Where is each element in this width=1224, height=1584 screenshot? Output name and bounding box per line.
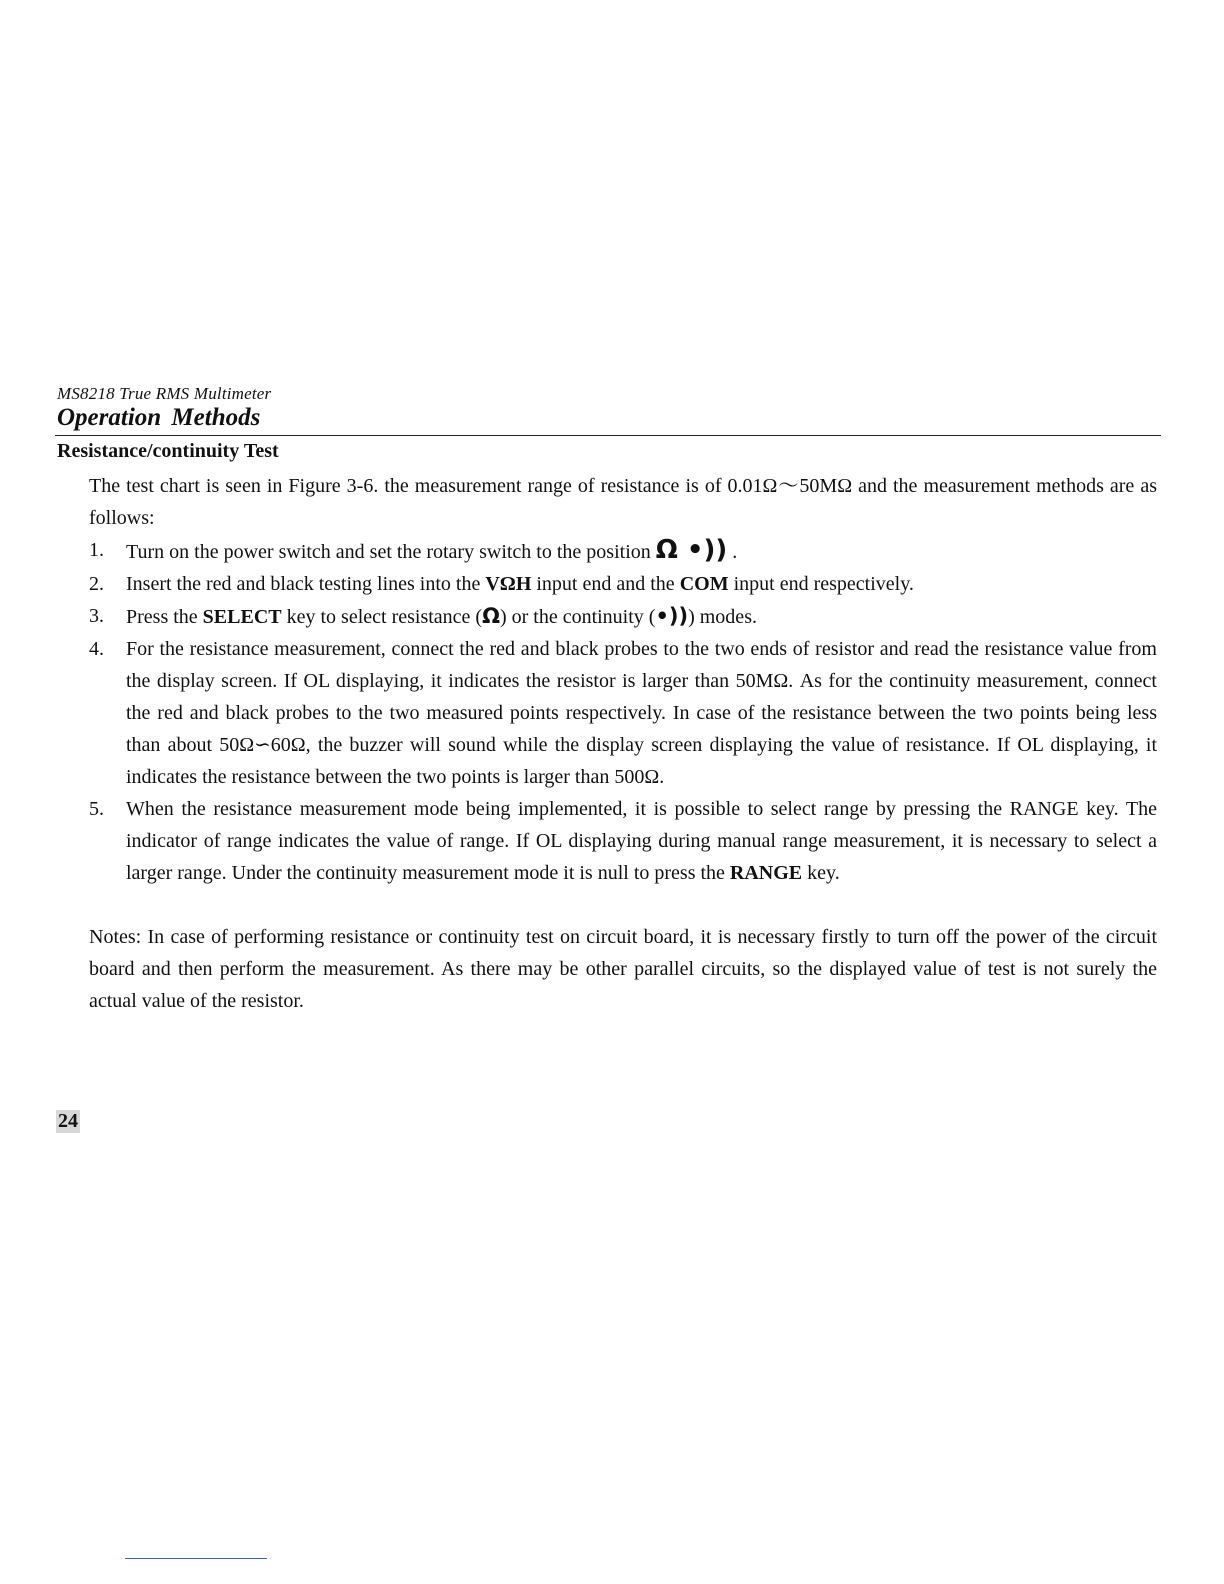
terminal-label-com: COM xyxy=(679,573,729,595)
continuity-icon: •)) xyxy=(655,604,689,628)
step-number: 1. xyxy=(89,539,104,561)
intro-paragraph: The test chart is seen in Figure 3-6. the measurement range of resistance is of 0.01Ω～50MΩ and the measurement methods are as follows: xyxy=(89,475,1157,529)
step-text: key. xyxy=(802,862,840,884)
manual-title: MS8218 True RMS Multimeter xyxy=(57,384,272,403)
key-label-select: SELECT xyxy=(202,606,282,628)
section-title: Operation Methods xyxy=(57,404,261,431)
list-item-step-2 xyxy=(89,568,1157,600)
step-number: 4. xyxy=(89,638,104,660)
step-text: ) or the continuity ( xyxy=(499,606,656,628)
header-rule xyxy=(55,435,1161,436)
step-text: input end and the xyxy=(531,573,680,595)
step-text: . xyxy=(727,541,738,563)
footer-link-line xyxy=(125,1558,267,1559)
ohm-continuity-icon: Ω •)) xyxy=(655,535,728,565)
step-number: 5. xyxy=(89,798,104,820)
steps-list xyxy=(89,534,1157,889)
ohm-icon: Ω xyxy=(482,604,500,628)
list-item-step-5 xyxy=(89,793,1157,889)
step-text: ) modes. xyxy=(688,606,757,628)
section-heading: Resistance/continuity Test xyxy=(57,440,279,462)
step-text: input end respectively. xyxy=(728,573,914,595)
body-content xyxy=(89,470,1157,1017)
step-text: Turn on the power switch and set the rotary switch to the position xyxy=(126,541,656,563)
step-text: Insert the red and black testing lines into the xyxy=(126,573,486,595)
list-item-step-3 xyxy=(89,600,1157,633)
key-label-range: RANGE xyxy=(729,862,803,884)
step-number: 3. xyxy=(89,605,104,627)
page-number: 24 xyxy=(58,1110,78,1132)
notes-paragraph: Notes: In case of performing resistance or continuity test on circuit board, it is necessary firstly to turn off the power of the circuit board and then perform the measurement. As there may be other parallel circuits, so the displayed value of test is not surely the actual value of the resistor. xyxy=(89,926,1157,1012)
list-item-step-1 xyxy=(89,534,1157,568)
step-text: Press the xyxy=(126,606,203,628)
list-item-step-4 xyxy=(89,633,1157,793)
step-number: 2. xyxy=(89,573,104,595)
step-text: When the resistance measurement mode being implemented, it is possible to select range by pressing the RANGE key. The indicator of range indicates the value of range. If OL displaying during manual range measurement, it is necessary to select a larger range. Under the continuity measurement mode it is null to press the xyxy=(126,798,1157,884)
terminal-label-vohm: VΩH xyxy=(485,573,532,595)
step-text: For the resistance measurement, connect the red and black probes to the two ends of resistor and read the resistance value from the display screen. If OL displaying, it indicates the resistor is larger than 50MΩ. As for the continuity measurement, connect the red and black probes to the two measured points respectively. In case of the resistance between the two points being less than about 50Ω∽60Ω, the buzzer will sound while the display screen displaying the value of resistance. If OL displaying, it indicates the resistance between the two points is larger than 500Ω. xyxy=(126,638,1157,788)
step-text: key to select resistance ( xyxy=(281,606,483,628)
